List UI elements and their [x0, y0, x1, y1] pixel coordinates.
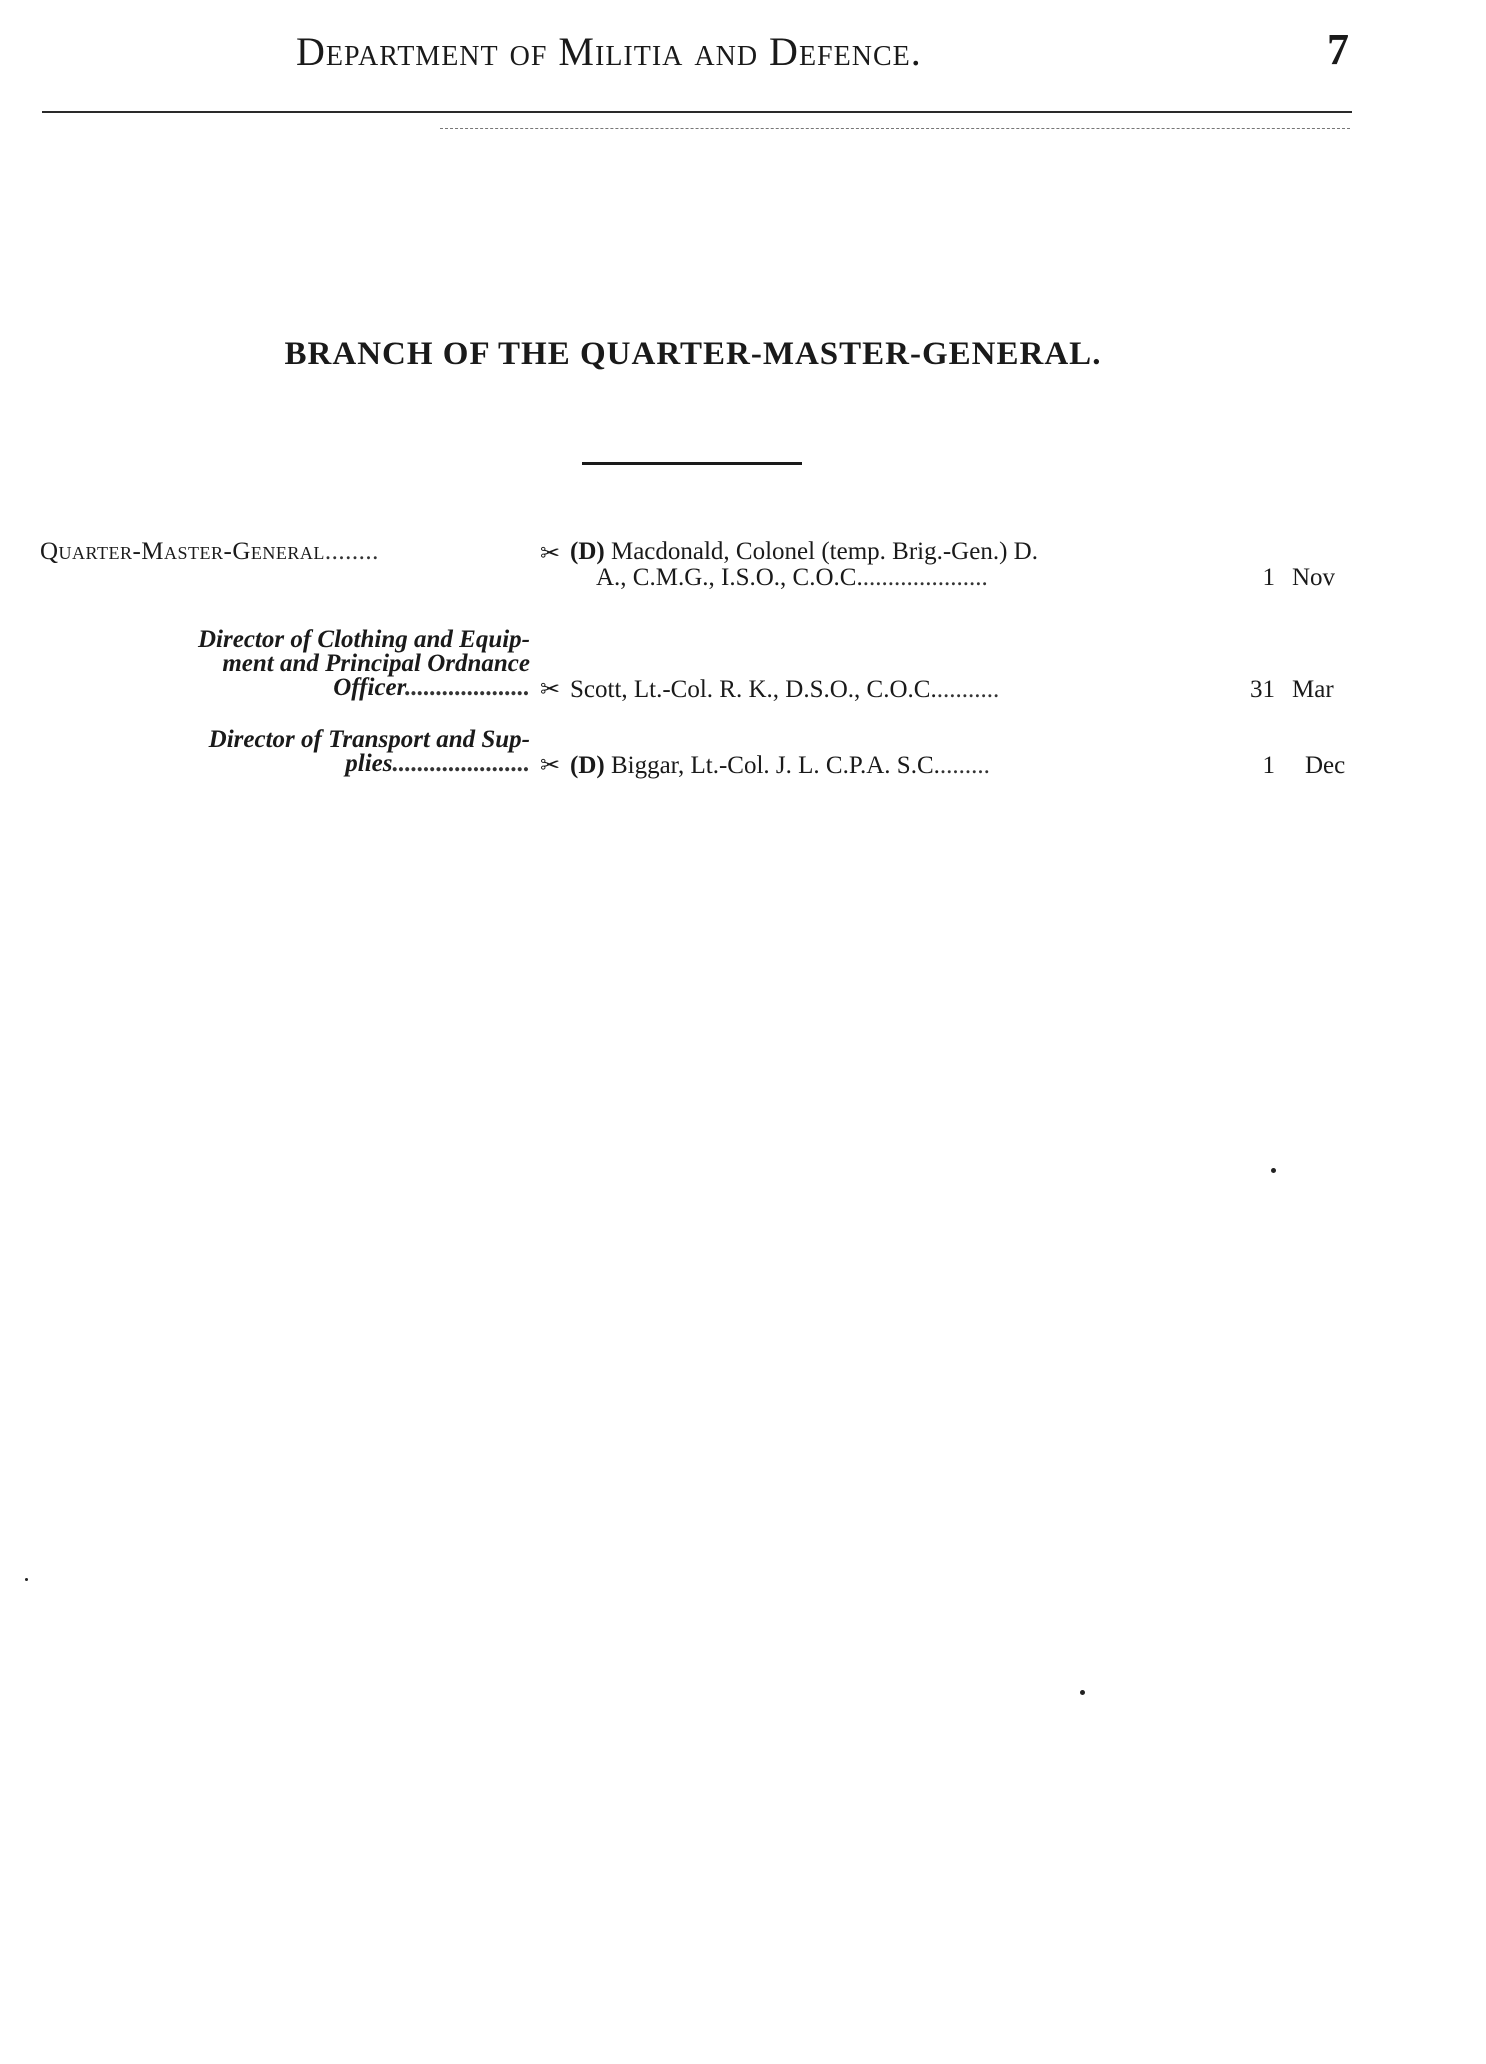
scan-speck	[25, 1578, 28, 1581]
office-title	[98, 728, 530, 776]
header-rule-faint	[440, 128, 1350, 129]
crossed-swords-icon: ✂	[539, 677, 561, 703]
leader-dots: ....................	[862, 564, 988, 591]
scan-speck	[1080, 1690, 1085, 1695]
leader-dots: ........	[939, 752, 990, 779]
page-number: 7	[1327, 25, 1349, 74]
appointment-entry-director-of-transport	[40, 726, 1346, 784]
appointment-month: Dec	[1305, 752, 1346, 779]
leader-dots: ........	[324, 538, 379, 565]
appointment-entry-director-of-clothing	[40, 626, 1334, 708]
office-label: Quarter-Master-General	[40, 538, 325, 565]
office-title	[98, 628, 530, 700]
appointment-entry-quarter-master-general	[40, 538, 1336, 596]
appointee-name-continued	[596, 566, 988, 590]
crossed-swords-icon: ✂	[539, 753, 561, 779]
appointment-day: 1	[1262, 564, 1275, 591]
appointment-month: Nov	[1292, 564, 1336, 591]
appointee-name-text: Scott, Lt.-Col. R. K., D.S.O., C.O.C.	[570, 676, 937, 703]
appointment-day: 31	[1250, 676, 1275, 703]
office-label-line2: plies	[345, 750, 393, 777]
appointee-name-line1: Macdonald, Colonel (temp. Brig.-Gen.) D.	[610, 538, 1038, 565]
section-title: BRANCH OF THE QUARTER-MASTER-GENERAL.	[284, 336, 1102, 372]
designation-mark: (D)	[570, 538, 605, 565]
leader-dots: ..........	[936, 676, 1000, 703]
office-label-line1: Director of Clothing and Equip-	[198, 626, 530, 653]
office-label-line1: Director of Transport and Sup-	[208, 726, 530, 753]
appointee-name-line2: A., C.M.G., I.S.O., C.O.C.	[596, 564, 863, 591]
section-divider	[582, 462, 802, 465]
appointee-name	[570, 678, 999, 702]
leader-dots: ....................	[405, 674, 530, 701]
office-title	[40, 540, 530, 564]
crossed-swords-icon: ✂	[539, 541, 561, 567]
appointee-name	[570, 540, 1038, 564]
page-header-title: Department of Militia and Defence.	[296, 29, 922, 74]
appointment-month: Mar	[1292, 676, 1334, 703]
leader-dots: ......................	[392, 750, 530, 777]
scan-speck	[1271, 1168, 1276, 1173]
appointee-name-text: Biggar, Lt.-Col. J. L. C.P.A. S.C.	[610, 752, 940, 779]
appointment-day: 1	[1262, 752, 1275, 779]
office-label-line2: ment and Principal Ordnance	[222, 650, 530, 677]
header-rule	[42, 111, 1352, 113]
designation-mark: (D)	[570, 752, 605, 779]
office-label-line3: Officer	[333, 674, 405, 701]
appointee-name	[570, 754, 990, 778]
